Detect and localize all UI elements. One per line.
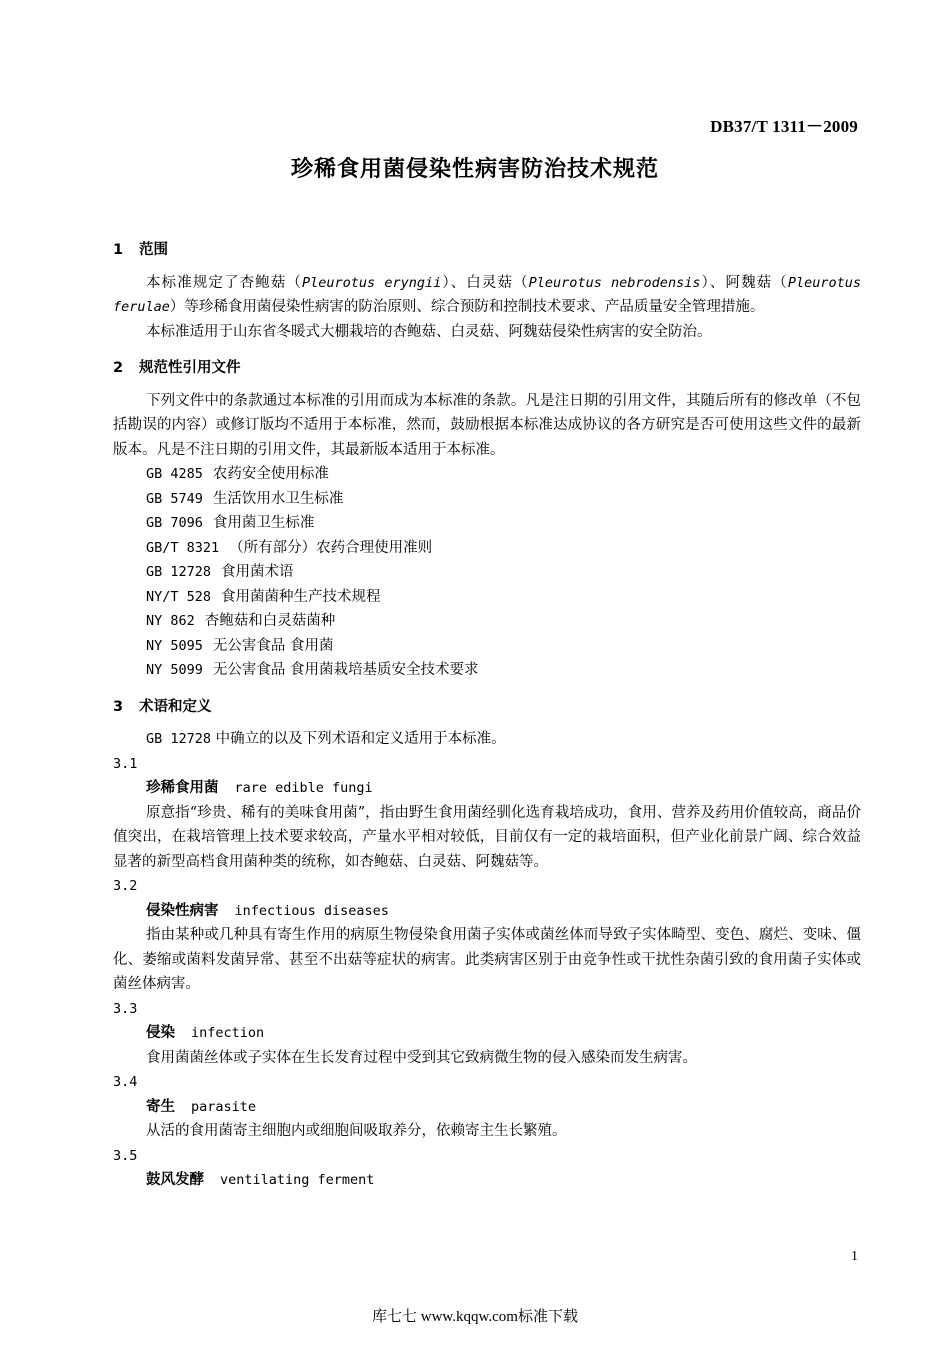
reference-code: NY 5099 <box>146 662 203 678</box>
section-number: 1 <box>113 242 124 258</box>
reference-code: NY 862 <box>146 613 195 629</box>
text-run: 中确立的以及下列术语和定义适用于本标准。 <box>215 731 506 747</box>
term-chinese: 珍稀食用菌 <box>146 780 219 796</box>
term-heading <box>113 1021 861 1046</box>
term-english: infection <box>191 1025 265 1041</box>
latin-name: Pleurotus nebrodensis <box>528 274 701 291</box>
reference-code: GB 4285 <box>146 466 203 482</box>
reference-code: NY/T 528 <box>146 588 212 605</box>
reference-title: 杏鲍菇和白灵菇菌种 <box>204 613 336 629</box>
reference-item <box>113 462 861 487</box>
reference-item <box>113 609 861 634</box>
reference-title: 无公害食品 食用菌栽培基质安全技术要求 <box>212 662 479 678</box>
reference-title: （所有部分）农药合理使用准则 <box>229 539 433 556</box>
term-number: 3.3 <box>113 1000 138 1017</box>
reference-title: 农药安全使用标准 <box>212 466 329 482</box>
reference-title: 无公害食品 食用菌 <box>212 637 334 654</box>
term-entry <box>113 752 861 875</box>
references-intro: 下列文件中的条款通过本标准的引用而成为本标准的条款。凡是注日期的引用文件，其随后所有的修改单（不包括勘误的内容）或修订版均不适用于本标准，然而，鼓励根据本标准达成协议的各方研究是否可使用这些文件的最新版本。凡是不注日期的引用文件，其最新版本适用于本标准。 <box>113 392 861 458</box>
term-number: 3.5 <box>113 1147 138 1164</box>
reference-item <box>113 511 861 536</box>
reference-item <box>113 560 861 585</box>
page-number: 1 <box>851 1249 858 1264</box>
reference-title: 食用菌术语 <box>221 564 294 580</box>
text-run: ）等珍稀食用菌侵染性病害的防治原则、综合预防和控制技术要求、产品质量安全管理措施。 <box>169 299 765 315</box>
term-english: parasite <box>191 1098 257 1115</box>
term-number: 3.1 <box>113 755 138 772</box>
latin-name: Pleurotus eryngii <box>301 274 442 291</box>
term-definition: 从活的食用菌寄主细胞内或细胞间吸取养分，依赖寄主生长繁殖。 <box>146 1123 567 1139</box>
reference-item <box>113 536 861 561</box>
term-heading <box>113 1168 861 1193</box>
reference-item <box>113 585 861 610</box>
term-entry <box>113 1144 861 1193</box>
latin-name: Pleurotus ferulae <box>113 274 862 315</box>
footer-watermark: 库七七 www.kqqw.com标准下载 <box>372 1309 578 1325</box>
reference-list <box>113 462 861 683</box>
term-heading <box>113 776 861 801</box>
term-chinese: 侵染性病害 <box>146 902 219 919</box>
reference-code: GB 7096 <box>146 515 203 531</box>
term-number: 3.4 <box>113 1074 138 1090</box>
reference-code: GB 12728 <box>146 564 212 580</box>
term-chinese: 鼓风发酵 <box>146 1172 204 1188</box>
term-entry <box>113 997 861 1071</box>
term-heading <box>113 899 861 924</box>
reference-code: GB 5749 <box>146 490 203 507</box>
term-chinese: 侵染 <box>146 1025 175 1041</box>
section-number: 2 <box>113 360 124 376</box>
section-1-heading <box>113 238 861 263</box>
reference-code: GB/T 8321 <box>146 539 220 556</box>
term-heading <box>113 1095 861 1120</box>
text-run: 本标准规定了杏鲍菇（ <box>146 274 302 291</box>
reference-title: 食用菌卫生标准 <box>212 515 315 531</box>
term-definition: 指由某种或几种具有寄生作用的病原生物侵染食用菌子实体或菌丝体而导致子实体畸型、变色、腐烂、变味、僵化、萎缩或菌料发菌异常、甚至不出菇等症状的病害。此类病害区别于由竞争性或干扰性杂菌引致的食用菌子实体或菌丝体病害。 <box>113 927 861 992</box>
term-definition: 原意指“珍贵、稀有的美味食用菌”，指由野生食用菌经驯化选育栽培成功，食用、营养及药用价值较高，商品价值突出，在栽培管理上技术要求较高，产量水平相对较低，目前仅有一定的栽培面积，但产业化前景广阔、综合效益显著的新型高档食用菌种类的统称，如杏鲍菇、白灵菇、阿魏菇等。 <box>113 804 861 870</box>
document-body <box>113 238 861 1193</box>
term-definition: 食用菌菌丝体或子实体在生长发育过程中受到其它致病微生物的侵入感染而发生病害。 <box>146 1049 697 1066</box>
scope-paragraph-2: 本标准适用于山东省冬暖式大棚栽培的杏鲍菇、白灵菇、阿魏菇侵染性病害的安全防治。 <box>146 323 712 340</box>
standard-code: DB37/T 1311－2009 <box>710 117 858 136</box>
text-run: ）、阿魏菇（ <box>700 274 788 291</box>
reference-code: NY 5095 <box>146 637 203 654</box>
section-title: 范围 <box>139 242 168 258</box>
section-title: 规范性引用文件 <box>139 360 241 376</box>
document-title: 珍稀食用菌侵染性病害防治技术规范 <box>290 157 659 182</box>
reference-code: GB 12728 <box>146 731 212 747</box>
section-number: 3 <box>113 698 124 715</box>
term-entry <box>113 874 861 997</box>
term-english: rare edible fungi <box>234 780 373 796</box>
reference-title: 食用菌菌种生产技术规程 <box>221 588 381 605</box>
reference-item <box>113 634 861 659</box>
term-english: ventilating ferment <box>220 1172 375 1188</box>
scope-paragraph-1 <box>113 271 861 320</box>
reference-title: 生活饮用水卫生标准 <box>212 490 344 507</box>
section-title: 术语和定义 <box>139 698 212 715</box>
reference-item <box>113 658 861 683</box>
terms-intro <box>113 727 861 752</box>
section-2-heading <box>113 356 861 381</box>
text-run: ）、白灵菇（ <box>441 274 529 291</box>
term-english: infectious diseases <box>234 902 389 919</box>
term-entry <box>113 1070 861 1144</box>
reference-item <box>113 487 861 512</box>
term-chinese: 寄生 <box>146 1098 175 1115</box>
section-3-heading <box>113 695 861 720</box>
term-number: 3.2 <box>113 878 138 894</box>
